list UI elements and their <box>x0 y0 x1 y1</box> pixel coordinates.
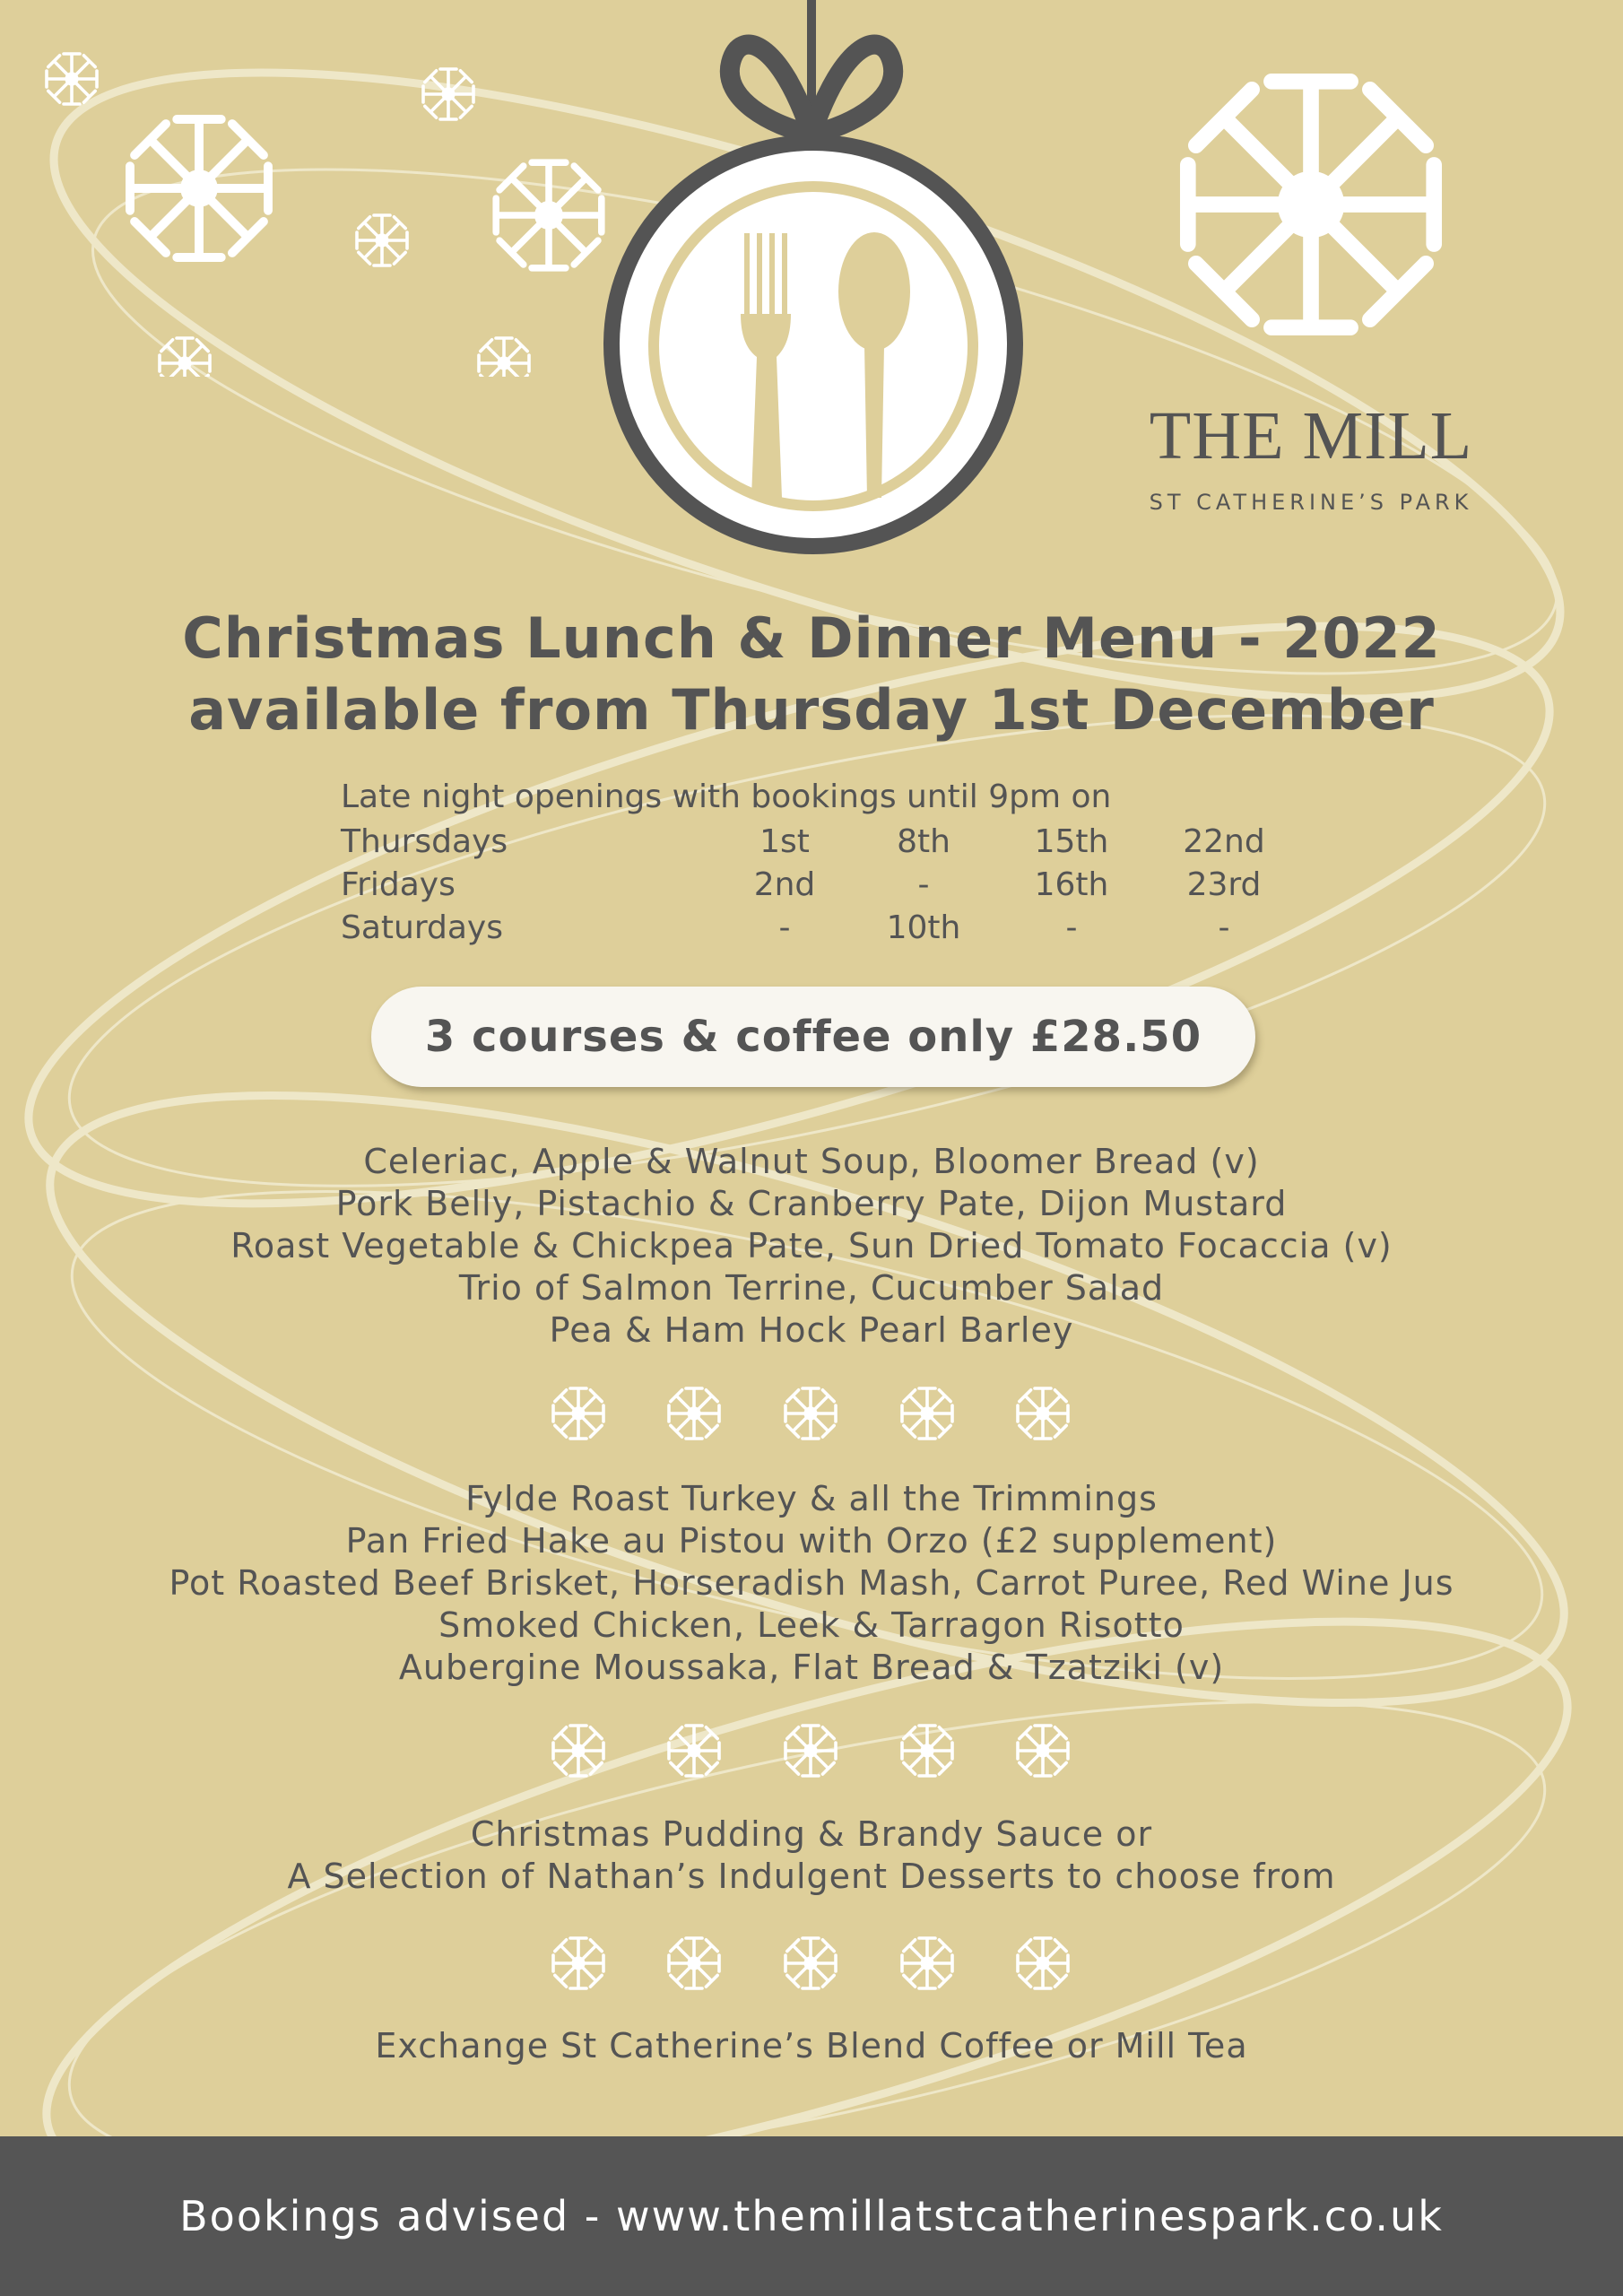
menu-item: A Selection of Nathan’s Indulgent Desserts to choose from <box>287 1857 1336 1896</box>
schedule-day: Fridays <box>341 866 456 903</box>
snowflake-icon <box>1018 1388 1068 1439</box>
menu-item: Exchange St Catherine’s Blend Coffee or Mill Tea <box>375 2026 1248 2066</box>
schedule-date: 15th <box>1034 823 1109 860</box>
mains-list <box>0 1478 1623 1689</box>
starters-list <box>0 1141 1623 1352</box>
snowflake-icon <box>785 1938 836 1988</box>
schedule-row-saturdays <box>341 909 1291 952</box>
snowflake-icon <box>553 1938 603 1988</box>
booking-website-link[interactable]: Bookings advised - www.themillatstcatherinespark.co.uk <box>179 2192 1444 2240</box>
menu-item: Christmas Pudding & Brandy Sauce or <box>470 1814 1153 1854</box>
brand-name: THE MILL <box>1149 398 1473 474</box>
schedule-date: 1st <box>759 823 810 860</box>
snowflake-divider <box>538 1935 1085 1992</box>
snowflake-icon <box>669 1726 719 1776</box>
menu-headline <box>0 603 1623 746</box>
snowflake-icon <box>902 1726 952 1776</box>
schedule-date: 2nd <box>753 866 816 903</box>
snowflake-icon <box>669 1938 719 1988</box>
schedule-date: - <box>778 909 791 946</box>
schedule-date: - <box>917 866 930 903</box>
snowflake-icon <box>902 1938 952 1988</box>
snowflake-icon <box>553 1726 603 1776</box>
snowflake-icon <box>1018 1938 1068 1988</box>
schedule-date: - <box>1065 909 1078 946</box>
menu-item: Pot Roasted Beef Brisket, Horseradish Mash, Carrot Puree, Red Wine Jus <box>169 1563 1454 1603</box>
snowflake-divider <box>538 1722 1085 1779</box>
footer-bar <box>0 2136 1623 2296</box>
snowflake-icon <box>669 1388 719 1439</box>
schedule-date: 23rd <box>1186 866 1262 903</box>
schedule-row-thursdays <box>341 823 1291 866</box>
menu-item: Roast Vegetable & Chickpea Pate, Sun Dried Tomato Focaccia (v) <box>230 1226 1393 1265</box>
schedule-row-fridays <box>341 866 1291 909</box>
menu-item: Aubergine Moussaka, Flat Bread & Tzatziki (v) <box>398 1648 1225 1687</box>
schedule-day: Thursdays <box>341 823 508 860</box>
schedule-date: - <box>1218 909 1230 946</box>
snowflake-icon <box>553 1388 603 1439</box>
menu-item: Pan Fried Hake au Pistou with Orzo (£2 supplement) <box>345 1521 1278 1561</box>
menu-item: Pork Belly, Pistachio & Cranberry Pate, Dijon Mustard <box>335 1184 1288 1223</box>
snowflake-icon <box>902 1388 952 1439</box>
late-openings-table <box>341 823 1291 952</box>
menu-item: Trio of Salmon Terrine, Cucumber Salad <box>458 1268 1165 1308</box>
snowflake-icon <box>785 1726 836 1776</box>
brand-location: ST CATHERINE’S PARK <box>1149 490 1473 515</box>
menu-item: Fylde Roast Turkey & all the Trimmings <box>465 1479 1158 1518</box>
snowflake-divider <box>538 1385 1085 1442</box>
late-openings-intro: Late night openings with bookings until 9pm on <box>341 778 1112 815</box>
schedule-day: Saturdays <box>341 909 503 946</box>
schedule-date: 10th <box>886 909 961 946</box>
coffee-list <box>0 2025 1623 2067</box>
menu-item: Pea & Ham Hock Pearl Barley <box>549 1310 1074 1350</box>
schedule-date: 16th <box>1034 866 1109 903</box>
price-offer-badge: 3 courses & coffee only £28.50 <box>371 987 1255 1087</box>
schedule-date: 22nd <box>1183 823 1265 860</box>
desserts-list <box>0 1813 1623 1898</box>
snowflake-icon <box>785 1388 836 1439</box>
headline-line-1: Christmas Lunch & Dinner Menu - 2022 <box>182 605 1441 671</box>
menu-item: Celeriac, Apple & Walnut Soup, Bloomer Bread (v) <box>363 1142 1260 1181</box>
brand-logo <box>1132 398 1490 515</box>
snowflake-icon <box>1018 1726 1068 1776</box>
schedule-date: 8th <box>897 823 950 860</box>
headline-line-2: available from Thursday 1st December <box>188 677 1435 743</box>
menu-item: Smoked Chicken, Leek & Tarragon Risotto <box>438 1605 1185 1645</box>
